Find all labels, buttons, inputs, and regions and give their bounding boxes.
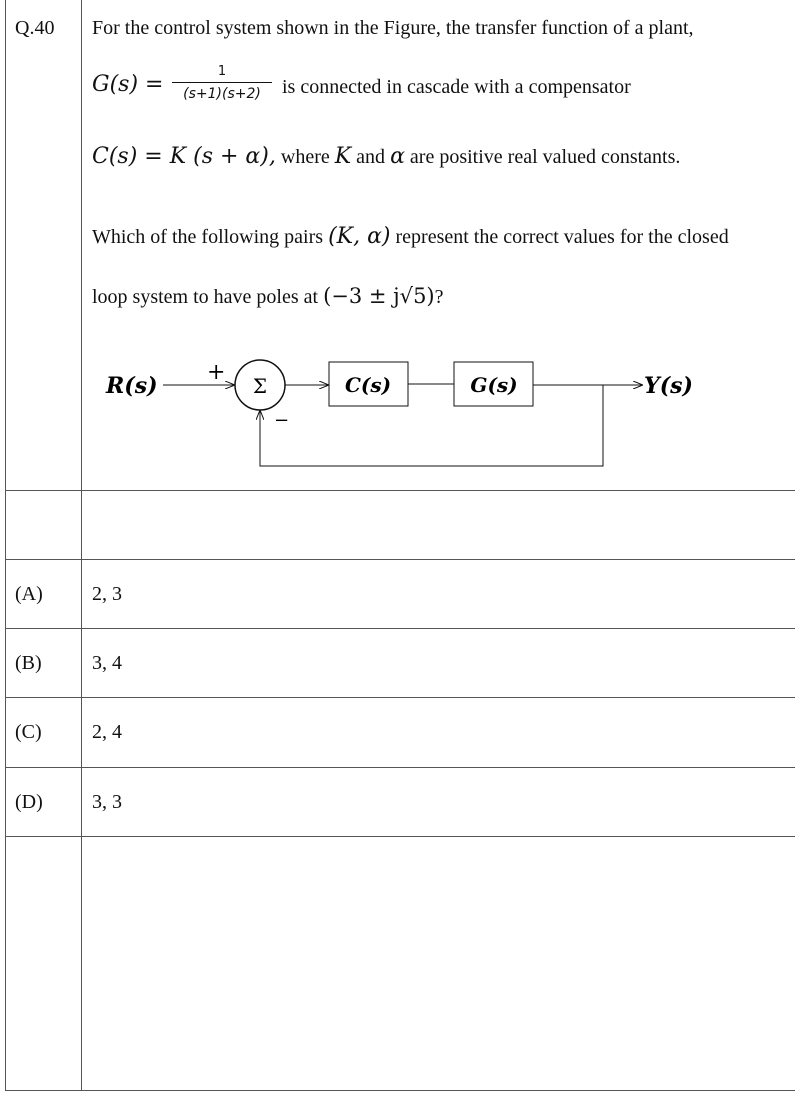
sigma-symbol: Σ xyxy=(252,374,268,398)
option-d-value[interactable]: 3, 3 xyxy=(92,791,122,813)
option-c-label: (C) xyxy=(15,721,42,743)
line-4-post: represent the correct values for the closed xyxy=(395,226,729,248)
line-5-pre: loop system to have poles at xyxy=(92,286,319,308)
compensator-equation: C(s) = K (s + α), xyxy=(92,144,276,169)
word-where: where xyxy=(280,146,330,168)
line-3-tail: are positive real valued constants. xyxy=(409,146,681,168)
feedback-path xyxy=(260,385,603,466)
fraction-denominator: (s+1)(s+2) xyxy=(183,86,261,102)
question-number: Q.40 xyxy=(15,17,55,39)
plant-lhs: G(s) = xyxy=(92,72,164,97)
plus-sign: + xyxy=(207,360,226,385)
plant-label: G(s) xyxy=(470,373,518,397)
fraction-numerator: 1 xyxy=(217,64,227,79)
output-label: Y(s) xyxy=(644,373,693,399)
symbol-alpha: α xyxy=(390,144,405,169)
pole-values: (−3 ± j√5) xyxy=(323,284,435,308)
question-line-2-tail: is connected in cascade with a compensator xyxy=(282,76,631,98)
line-4-pre: Which of the following pairs xyxy=(92,226,324,248)
input-label: R(s) xyxy=(106,373,158,399)
option-a-label: (A) xyxy=(15,583,43,605)
option-b-label: (B) xyxy=(15,652,42,674)
option-b-value[interactable]: 3, 4 xyxy=(92,652,122,674)
option-a-value[interactable]: 2, 3 xyxy=(92,583,122,605)
question-mark: ? xyxy=(434,286,444,308)
compensator-label: C(s) xyxy=(344,373,392,397)
word-and: and xyxy=(356,146,386,168)
symbol-k: K xyxy=(334,144,352,169)
option-c-value[interactable]: 2, 4 xyxy=(92,721,122,743)
question-line-1: For the control system shown in the Figure, the transfer function of a plant, xyxy=(92,17,694,39)
minus-sign: − xyxy=(274,410,290,431)
pair-k-alpha: (K, α) xyxy=(328,224,391,249)
option-d-label: (D) xyxy=(15,791,43,813)
